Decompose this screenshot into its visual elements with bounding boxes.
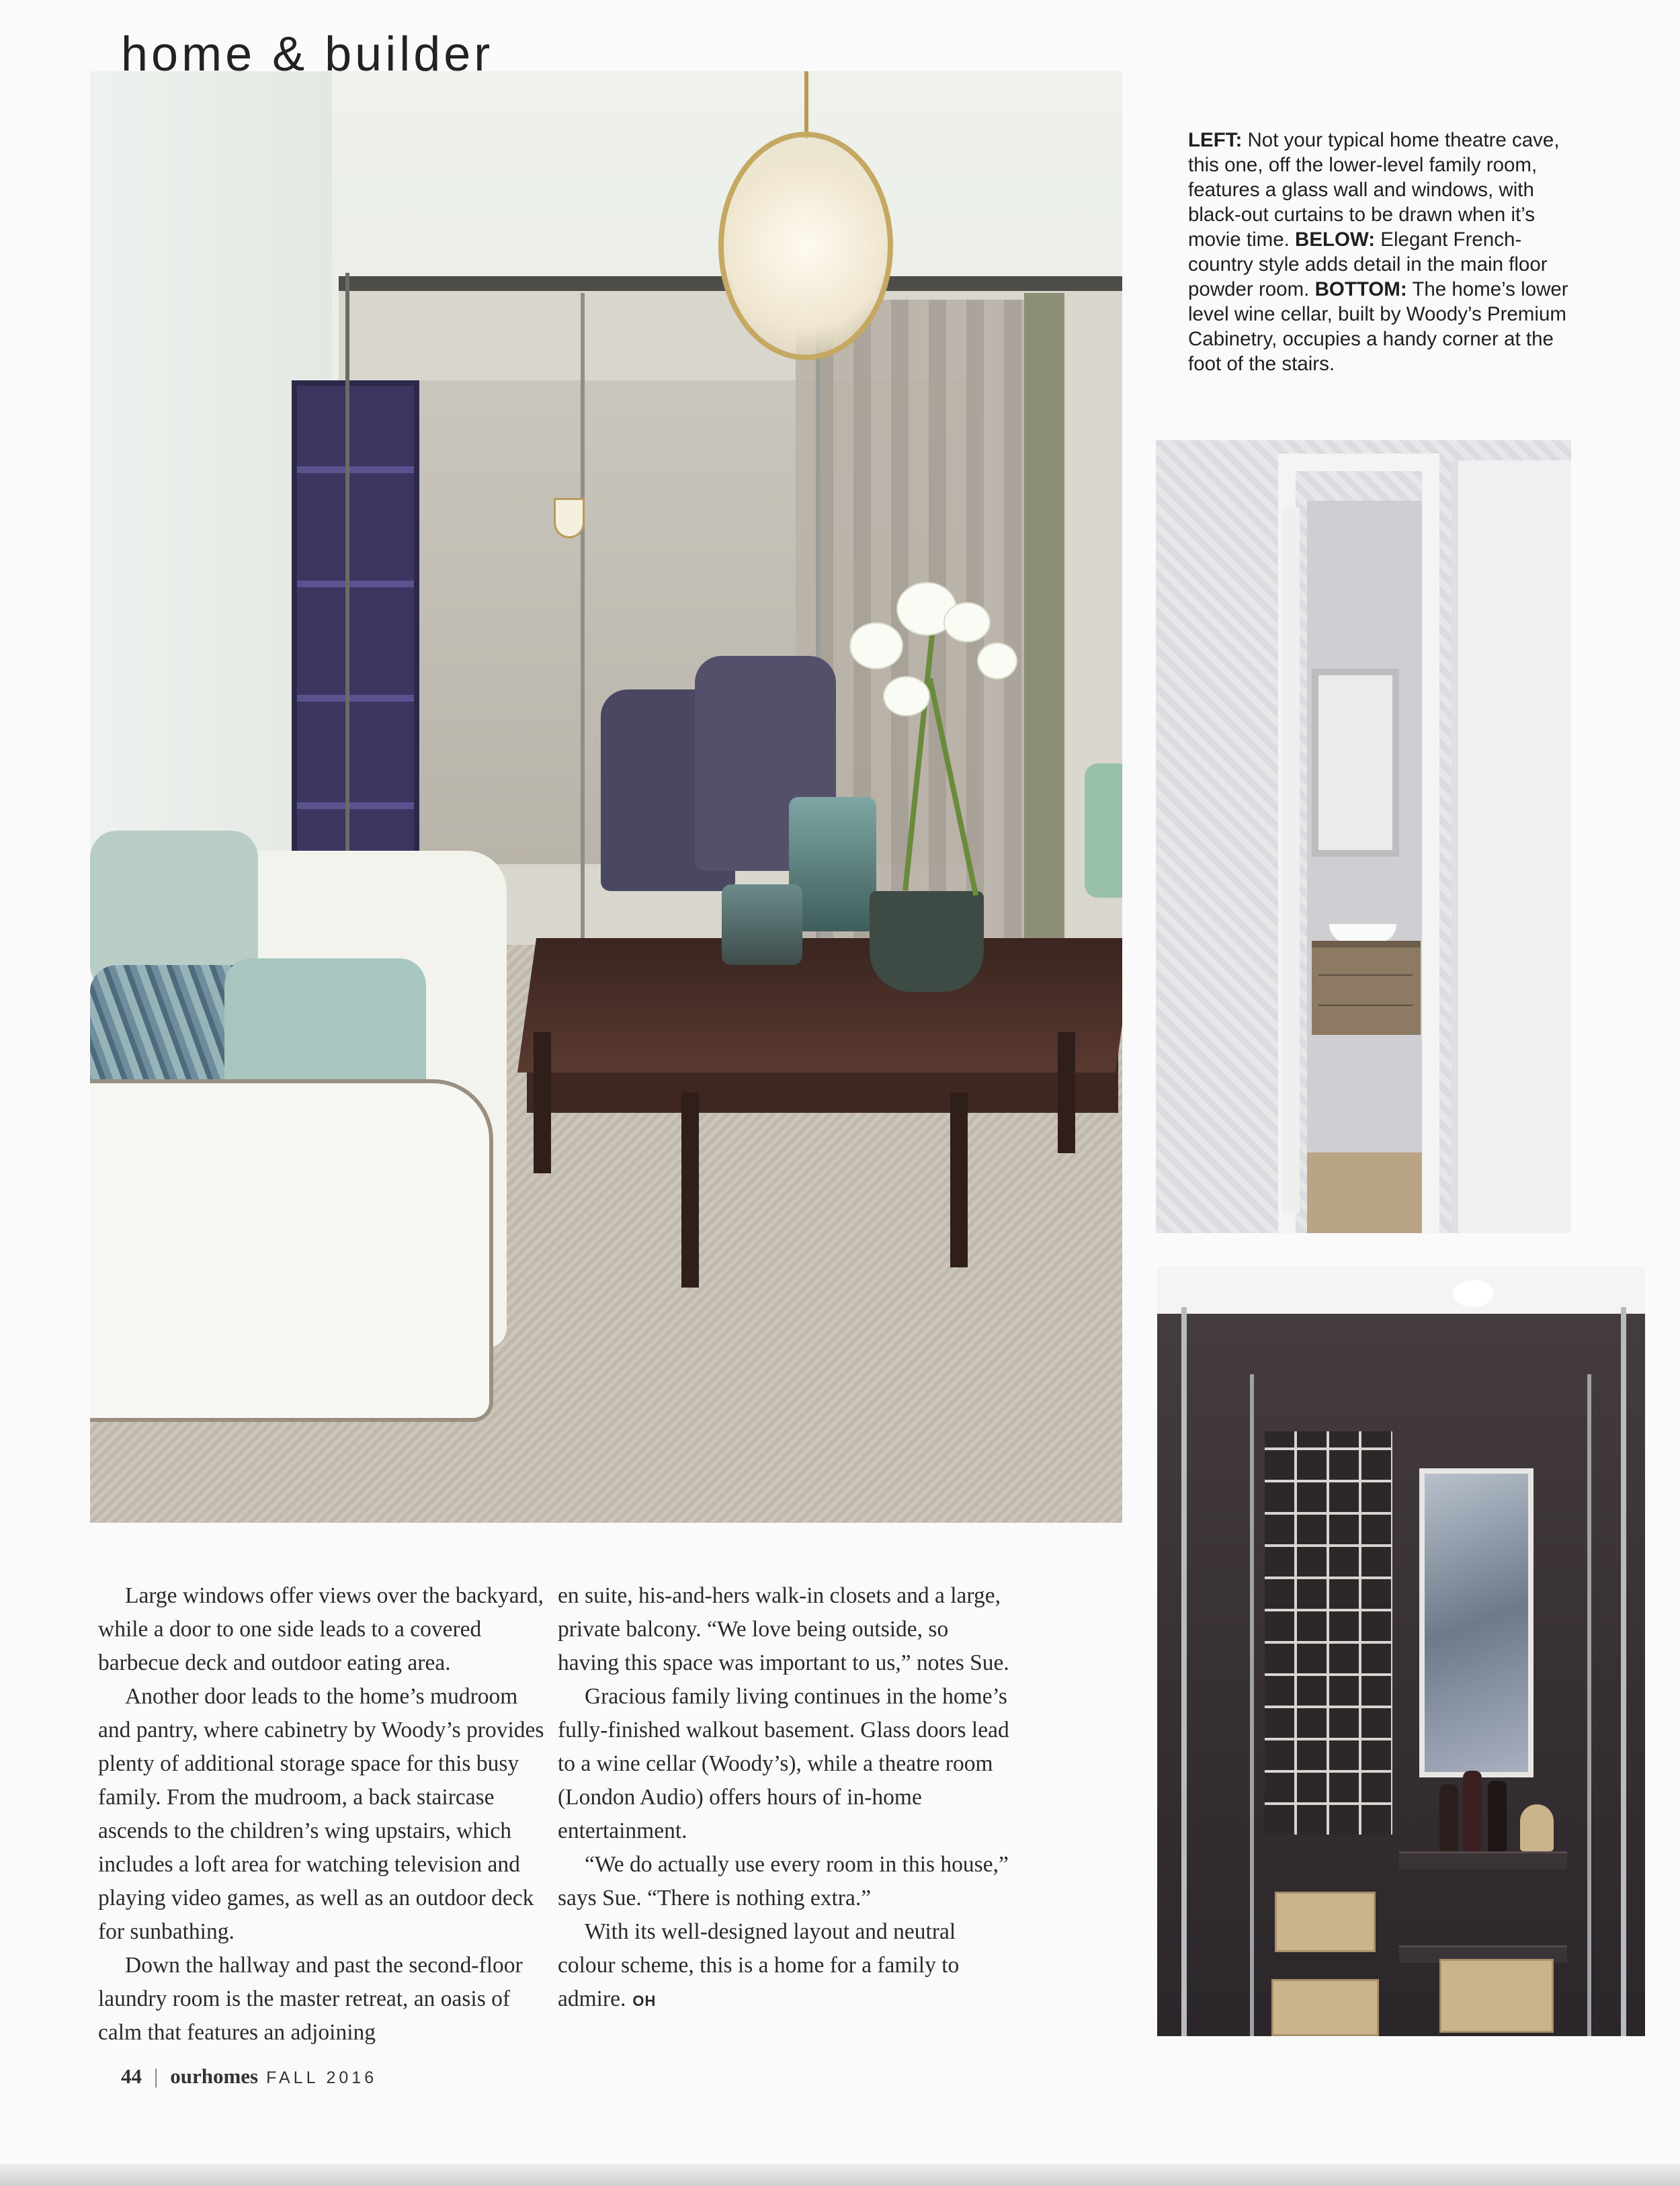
cellar-wall bbox=[1157, 1267, 1645, 2036]
paragraph: Gracious family living continues in the home’s fully-finished walkout basement. Glass doors lead to a wine cellar (Woody’s), while a theatre room (London Audio) offers hours of in-home entertainment. bbox=[558, 1684, 1009, 1843]
wall-trim bbox=[1452, 460, 1571, 1233]
family-room-photo bbox=[90, 71, 1122, 1523]
paragraph-last bbox=[558, 1915, 1015, 2018]
ceiling bbox=[1157, 1267, 1645, 1314]
wine-crate bbox=[1275, 1892, 1376, 1952]
wine-bottle bbox=[1463, 1771, 1482, 1851]
page-number: 44 bbox=[121, 2064, 142, 2088]
wine-rack bbox=[1265, 1431, 1392, 1835]
scan-edge bbox=[0, 2164, 1680, 2186]
end-mark: OH bbox=[632, 1992, 657, 2009]
ceiling-light bbox=[1453, 1280, 1493, 1307]
glass-door-edge bbox=[1621, 1307, 1626, 2036]
orchid-flower bbox=[943, 602, 991, 642]
door bbox=[1282, 507, 1300, 1213]
pillow bbox=[1085, 763, 1122, 898]
orchid-flower bbox=[883, 676, 930, 716]
globe-chandelier bbox=[718, 132, 893, 360]
orchid-flower bbox=[849, 622, 903, 669]
paragraph: Large windows offer views over the backyard, while a door to one side leads to a covered barbecue deck and outdoor eating area. bbox=[98, 1583, 544, 1675]
chandelier-rod bbox=[804, 71, 808, 138]
paragraph: “We do actually use every room in this house,” says Sue. “There is nothing extra.” bbox=[558, 1852, 1009, 1910]
footer-separator: | bbox=[154, 2064, 159, 2088]
paragraph: Down the hallway and past the second-floor laundry room is the master retreat, an oasis of calm that features an adjoining bbox=[98, 1953, 523, 2045]
vase bbox=[722, 884, 802, 965]
caption-text-left: Not your typical home theatre cave, this one, off the lower-level family room, features a glass wall and windows, with black-out curtains to be drawn when it’s movie time. bbox=[1188, 129, 1560, 251]
paragraph: en suite, his-and-hers walk-in closets and a large, private balcony. “We love being outside, so having this space was important to us,” notes Sue. bbox=[558, 1583, 1009, 1675]
table-leg bbox=[534, 1032, 551, 1173]
wine-cellar-photo bbox=[1157, 1267, 1645, 2036]
body-column-2 bbox=[558, 1579, 1015, 2018]
glass-door-edge bbox=[1181, 1307, 1187, 2036]
orchid-flower bbox=[977, 642, 1017, 679]
door-handle bbox=[1250, 1374, 1254, 2036]
wine-bottle bbox=[1439, 1784, 1458, 1851]
table-leg bbox=[950, 1093, 968, 1267]
wall-sconce bbox=[554, 498, 585, 538]
wine-bottle bbox=[1488, 1781, 1507, 1851]
issue-label: FALL 2016 bbox=[266, 2068, 378, 2087]
caption-label-bottom: BOTTOM: bbox=[1314, 278, 1407, 300]
table-leg bbox=[681, 1093, 699, 1288]
shelf bbox=[1399, 1851, 1567, 1869]
caption-label-below: BELOW: bbox=[1295, 228, 1376, 251]
section-title: home & builder bbox=[121, 28, 494, 81]
glass-wall-edge bbox=[581, 293, 585, 965]
window bbox=[1419, 1468, 1534, 1777]
wine-crate bbox=[1271, 1979, 1379, 2036]
purple-bookcase bbox=[292, 380, 419, 905]
powder-room-photo bbox=[1156, 440, 1571, 1233]
table-leg bbox=[1058, 1032, 1075, 1153]
sofa-arm bbox=[90, 1079, 493, 1422]
wine-crate bbox=[1439, 1959, 1554, 2033]
planter bbox=[870, 891, 984, 992]
magazine-name: ourhomes bbox=[170, 2064, 259, 2088]
paragraph-text: With its well-designed layout and neutral colour scheme, this is a home for a family to admire. bbox=[558, 1919, 960, 2011]
coffee-table-top bbox=[517, 938, 1122, 1073]
door-handle bbox=[1587, 1374, 1591, 2036]
cork-jar bbox=[1520, 1804, 1554, 1851]
photo-caption bbox=[1188, 128, 1578, 376]
door-frame bbox=[1278, 454, 1439, 1233]
paragraph: Another door leads to the home’s mudroom and pantry, where cabinetry by Woody’s provides plenty of additional storage space for this busy family. From the mudroom, a back staircase ascends to the children’s wing upstairs, which includes a loft area for watching television and playing video games, as well as an outdoor deck for sunbathing. bbox=[98, 1684, 544, 1944]
door-frame bbox=[1024, 293, 1064, 965]
page-footer bbox=[121, 2064, 377, 2089]
caption-label-left: LEFT: bbox=[1188, 129, 1243, 151]
body-column-1 bbox=[98, 1579, 555, 2050]
caption-text-bottom: The home’s lower level wine cellar, built by Woody’s Premium Cabinetry, occupies a handy corner at the foot of the stairs. bbox=[1188, 278, 1568, 375]
caption-text-below: Elegant French-country style adds detail in the main floor powder room. bbox=[1188, 228, 1548, 300]
